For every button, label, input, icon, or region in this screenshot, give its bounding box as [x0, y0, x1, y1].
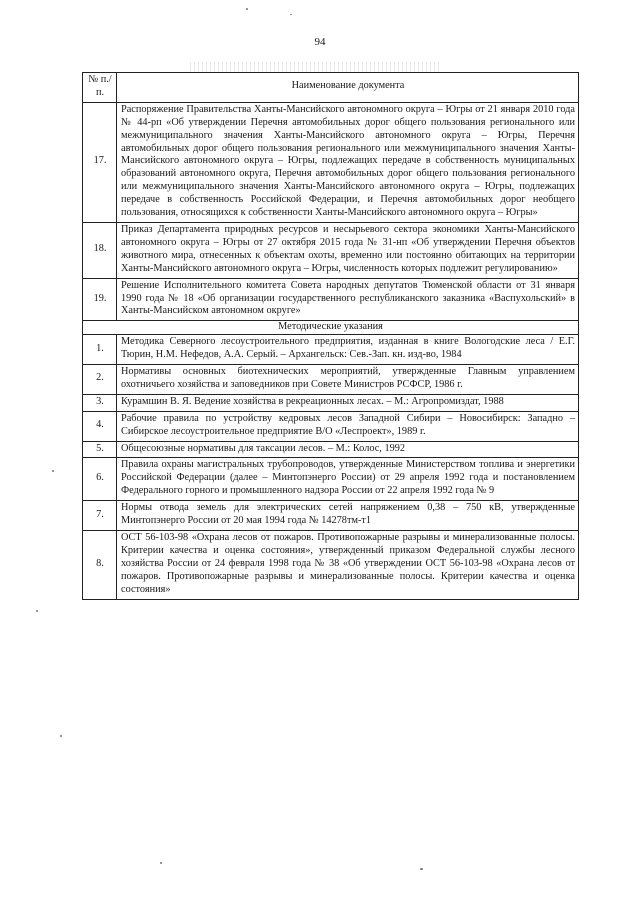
documents-table: [82, 72, 579, 600]
row-number: 17.: [83, 102, 117, 222]
table-row: [83, 365, 579, 395]
scan-speck: [160, 862, 162, 864]
table-row: [83, 531, 579, 600]
table-row: [83, 335, 579, 365]
row-number: 6.: [83, 458, 117, 501]
table-row: [83, 394, 579, 411]
scan-noise: [190, 62, 440, 72]
row-number: 18.: [83, 222, 117, 278]
row-text: Общесоюзные нормативы для таксации лесов. – М.: Колос, 1992: [117, 441, 579, 458]
table-row: [83, 278, 579, 321]
row-number: 4.: [83, 411, 117, 441]
table-row: [83, 102, 579, 222]
scan-speck: [36, 610, 38, 612]
row-text: Приказ Департамента природных ресурсов и несырьевого сектора экономики Ханты-Мансийского автономного округа – Югры от 27 октября 2015 года № 31-нп «Об утверждении Перечня объектов животного мира, отнесенных к объектам охоты, временно или постоянно обитающих на территории Ханты-Мансийского автономного округа – Югры, численность которых подлежит регулированию»: [117, 222, 579, 278]
row-number: 5.: [83, 441, 117, 458]
table-row: [83, 501, 579, 531]
page-number: 94: [314, 36, 326, 48]
scan-speck: [52, 470, 54, 472]
row-text: Нормы отвода земель для электрических сетей напряжением 0,38 – 750 кВ, утвержденные Минтопэнерго России от 20 мая 1994 года № 14278тм-т1: [117, 501, 579, 531]
row-text: ОСТ 56-103-98 «Охрана лесов от пожаров. Противопожарные разрывы и минерализованные полосы. Критерии качества и оценка состояния», утвержденный приказом Федеральной службы лесного хозяйства России от 24 февраля 1998 года № 38 «Об утверждении ОСТ 56-103-98 «Охрана лесов от пожаров. Противопожарные разрывы и минерализованные полосы. Критерии качества и оценка состояния»: [117, 531, 579, 600]
row-text: Методика Северного лесоустроительного предприятия, изданная в книге Вологодские леса / Е.Г. Тюрин, Н.М. Нефедов, А.А. Серый. – Архангельск: Сев.-Зап. кн. изд-во, 1984: [117, 335, 579, 365]
row-number: 2.: [83, 365, 117, 395]
section-title: Методические указания: [83, 321, 579, 335]
row-text: Курамшин В. Я. Ведение хозяйства в рекреационных лесах. – М.: Агропромиздат, 1988: [117, 394, 579, 411]
row-number: 8.: [83, 531, 117, 600]
header-number: № п./п.: [83, 73, 117, 103]
table-row: [83, 441, 579, 458]
header-title: Наименование документа: [117, 73, 579, 103]
scan-speck: [60, 735, 62, 737]
row-number: 3.: [83, 394, 117, 411]
table-row: [83, 411, 579, 441]
table-row: [83, 222, 579, 278]
row-text: Решение Исполнительного комитета Совета народных депутатов Тюменской области от 31 января 1990 года № 18 «Об организации государственного республиканского заказника «Васпухольский» в Ханты-Мансийском автономном округе»: [117, 278, 579, 321]
row-text: Рабочие правила по устройству кедровых лесов Западной Сибири – Новосибирск: Западно – Сибирское лесоустроительное предприятие В/О «Леспроект», 1989 г.: [117, 411, 579, 441]
table-header-row: [83, 73, 579, 103]
row-number: 7.: [83, 501, 117, 531]
row-text: Распоряжение Правительства Ханты-Мансийского автономного округа – Югры от 21 января 2010 года № 44-рп «Об утверждении Перечня автомобильных дорог общего пользования регионального или межмуниципального значения Ханты-Мансийского автономного округа – Югры, Перечня автомобильных дорог общего пользования регионального или межмуниципального значения Ханты-Мансийского автономного округа – Югры, подлежащих передаче в собственность муниципальных образований автономного округа, Перечня автомобильных дорог общего пользования регионального или межмуниципального значения Ханты-Мансийского автономного округа – Югры, подлежащих передаче в собственность Российской Федерации, и Перечня автомобильных дорог необщего пользования, относящихся к собственности Ханты-Мансийского автономного округа – Югры»: [117, 102, 579, 222]
row-number: 1.: [83, 335, 117, 365]
section-header-row: [83, 321, 579, 335]
row-number: 19.: [83, 278, 117, 321]
scan-speck: [246, 8, 248, 10]
row-text: Правила охраны магистральных трубопроводов, утвержденные Министерством топлива и энергетики Российской Федерации (далее – Минтопэнерго России) от 29 апреля 1992 года и постановлением Федерального горного и промышленного надзора России от 22 апреля 1992 года № 9: [117, 458, 579, 501]
table-row: [83, 458, 579, 501]
scan-speck: [420, 868, 423, 870]
row-text: Нормативы основных биотехнических мероприятий, утвержденные Главным управлением охотничьего хозяйства и заповедников при Совете Министров РСФСР, 1986 г.: [117, 365, 579, 395]
scan-speck: [290, 14, 292, 15]
